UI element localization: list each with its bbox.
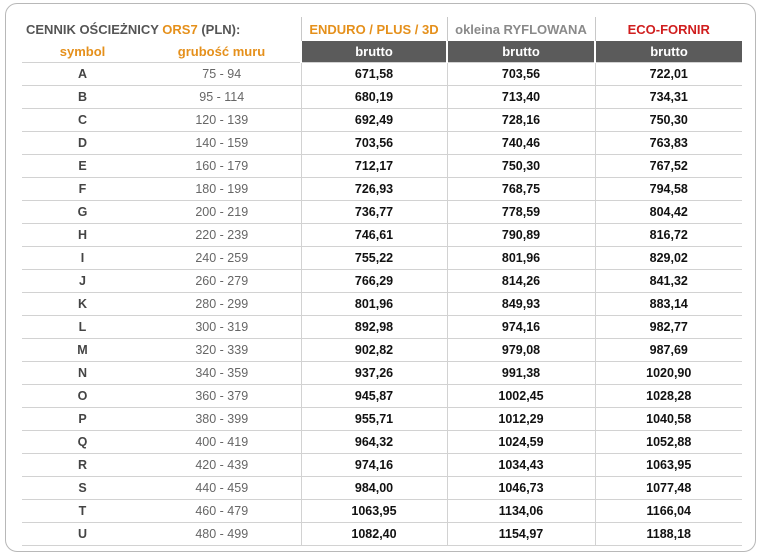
column-title-eco: ECO-FORNIR — [595, 17, 742, 41]
price-okleina: 740,46 — [447, 132, 595, 155]
header-brutto-enduro: brutto — [301, 41, 447, 63]
table-row — [22, 86, 742, 109]
price-eco: 816,72 — [595, 224, 742, 247]
price-eco: 1028,28 — [595, 385, 742, 408]
header-row — [22, 41, 742, 63]
price-okleina: 750,30 — [447, 155, 595, 178]
price-eco: 794,58 — [595, 178, 742, 201]
table-row — [22, 224, 742, 247]
row-symbol: Q — [22, 431, 143, 454]
price-enduro: 937,26 — [301, 362, 447, 385]
price-table — [22, 17, 742, 546]
table-row — [22, 385, 742, 408]
row-wall-thickness: 380 - 399 — [143, 408, 301, 431]
price-eco: 1188,18 — [595, 523, 742, 546]
table-row — [22, 316, 742, 339]
table-row — [22, 63, 742, 86]
row-wall-thickness: 120 - 139 — [143, 109, 301, 132]
table-row — [22, 270, 742, 293]
row-wall-thickness: 95 - 114 — [143, 86, 301, 109]
price-enduro: 955,71 — [301, 408, 447, 431]
price-okleina: 778,59 — [447, 201, 595, 224]
price-enduro: 755,22 — [301, 247, 447, 270]
price-eco: 841,32 — [595, 270, 742, 293]
row-symbol: T — [22, 500, 143, 523]
row-symbol: F — [22, 178, 143, 201]
row-wall-thickness: 160 - 179 — [143, 155, 301, 178]
row-symbol: A — [22, 63, 143, 86]
row-symbol: O — [22, 385, 143, 408]
price-okleina: 790,89 — [447, 224, 595, 247]
price-eco: 1052,88 — [595, 431, 742, 454]
price-enduro: 984,00 — [301, 477, 447, 500]
price-okleina: 1046,73 — [447, 477, 595, 500]
price-eco: 982,77 — [595, 316, 742, 339]
price-enduro: 766,29 — [301, 270, 447, 293]
row-wall-thickness: 440 - 459 — [143, 477, 301, 500]
price-okleina: 849,93 — [447, 293, 595, 316]
table-row — [22, 132, 742, 155]
row-symbol: C — [22, 109, 143, 132]
row-symbol: L — [22, 316, 143, 339]
price-enduro: 974,16 — [301, 454, 447, 477]
row-symbol: D — [22, 132, 143, 155]
price-eco: 1077,48 — [595, 477, 742, 500]
price-enduro: 945,87 — [301, 385, 447, 408]
row-symbol: H — [22, 224, 143, 247]
header-symbol: symbol — [59, 44, 106, 59]
row-wall-thickness: 320 - 339 — [143, 339, 301, 362]
table-row — [22, 454, 742, 477]
price-enduro: 1082,40 — [301, 523, 447, 546]
row-symbol: P — [22, 408, 143, 431]
row-wall-thickness: 260 - 279 — [143, 270, 301, 293]
table-row — [22, 523, 742, 546]
price-okleina: 974,16 — [447, 316, 595, 339]
row-wall-thickness: 360 - 379 — [143, 385, 301, 408]
title-model: ORS7 — [162, 21, 198, 37]
price-enduro: 746,61 — [301, 224, 447, 247]
row-wall-thickness: 180 - 199 — [143, 178, 301, 201]
table-row — [22, 500, 742, 523]
table-row — [22, 109, 742, 132]
table-body — [22, 63, 742, 546]
row-symbol: E — [22, 155, 143, 178]
price-enduro: 712,17 — [301, 155, 447, 178]
price-enduro: 1063,95 — [301, 500, 447, 523]
price-eco: 722,01 — [595, 63, 742, 86]
price-eco: 767,52 — [595, 155, 742, 178]
price-enduro: 680,19 — [301, 86, 447, 109]
row-wall-thickness: 220 - 239 — [143, 224, 301, 247]
price-enduro: 726,93 — [301, 178, 447, 201]
table-row — [22, 178, 742, 201]
price-okleina: 1024,59 — [447, 431, 595, 454]
price-eco: 987,69 — [595, 339, 742, 362]
price-eco: 763,83 — [595, 132, 742, 155]
row-wall-thickness: 200 - 219 — [143, 201, 301, 224]
table-row — [22, 431, 742, 454]
column-title-enduro: ENDURO / PLUS / 3D — [301, 17, 447, 41]
price-enduro: 692,49 — [301, 109, 447, 132]
table-row — [22, 477, 742, 500]
price-enduro: 964,32 — [301, 431, 447, 454]
price-okleina: 1034,43 — [447, 454, 595, 477]
price-okleina: 801,96 — [447, 247, 595, 270]
price-eco: 1063,95 — [595, 454, 742, 477]
row-wall-thickness: 400 - 419 — [143, 431, 301, 454]
table-row — [22, 201, 742, 224]
row-symbol: K — [22, 293, 143, 316]
row-wall-thickness: 75 - 94 — [143, 63, 301, 86]
price-enduro: 892,98 — [301, 316, 447, 339]
price-eco: 804,42 — [595, 201, 742, 224]
row-symbol: B — [22, 86, 143, 109]
row-wall-thickness: 460 - 479 — [143, 500, 301, 523]
row-symbol: J — [22, 270, 143, 293]
row-wall-thickness: 340 - 359 — [143, 362, 301, 385]
price-okleina: 1134,06 — [447, 500, 595, 523]
table-row — [22, 362, 742, 385]
row-wall-thickness: 420 - 439 — [143, 454, 301, 477]
row-symbol: S — [22, 477, 143, 500]
price-okleina: 979,08 — [447, 339, 595, 362]
row-symbol: N — [22, 362, 143, 385]
header-wall-thickness: grubość muru — [177, 44, 266, 59]
price-eco: 1166,04 — [595, 500, 742, 523]
row-symbol: M — [22, 339, 143, 362]
price-enduro: 671,58 — [301, 63, 447, 86]
table-row — [22, 155, 742, 178]
price-okleina: 991,38 — [447, 362, 595, 385]
price-eco: 750,30 — [595, 109, 742, 132]
row-wall-thickness: 140 - 159 — [143, 132, 301, 155]
row-wall-thickness: 240 - 259 — [143, 247, 301, 270]
price-enduro: 902,82 — [301, 339, 447, 362]
table-row — [22, 293, 742, 316]
row-wall-thickness: 300 - 319 — [143, 316, 301, 339]
price-okleina: 703,56 — [447, 63, 595, 86]
header-brutto-eco: brutto — [595, 41, 742, 63]
row-wall-thickness: 480 - 499 — [143, 523, 301, 546]
title-suffix: (PLN): — [201, 21, 241, 37]
table-row — [22, 247, 742, 270]
price-eco: 734,31 — [595, 86, 742, 109]
price-okleina: 1012,29 — [447, 408, 595, 431]
column-title-okleina: okleina RYFLOWANA — [447, 17, 595, 41]
price-enduro: 736,77 — [301, 201, 447, 224]
price-eco: 1040,58 — [595, 408, 742, 431]
price-okleina: 1002,45 — [447, 385, 595, 408]
price-okleina: 1154,97 — [447, 523, 595, 546]
price-enduro: 703,56 — [301, 132, 447, 155]
table-row — [22, 339, 742, 362]
price-eco: 829,02 — [595, 247, 742, 270]
title-prefix: CENNIK OŚCIEŻNICY — [26, 21, 159, 37]
row-symbol: U — [22, 523, 143, 546]
price-okleina: 768,75 — [447, 178, 595, 201]
price-enduro: 801,96 — [301, 293, 447, 316]
table-row — [22, 408, 742, 431]
table-title — [22, 17, 301, 41]
price-okleina: 713,40 — [447, 86, 595, 109]
header-brutto-okleina: brutto — [447, 41, 595, 63]
row-wall-thickness: 280 - 299 — [143, 293, 301, 316]
title-row — [22, 17, 742, 41]
price-eco: 883,14 — [595, 293, 742, 316]
price-okleina: 814,26 — [447, 270, 595, 293]
row-symbol: G — [22, 201, 143, 224]
row-symbol: I — [22, 247, 143, 270]
price-eco: 1020,90 — [595, 362, 742, 385]
row-symbol: R — [22, 454, 143, 477]
price-okleina: 728,16 — [447, 109, 595, 132]
